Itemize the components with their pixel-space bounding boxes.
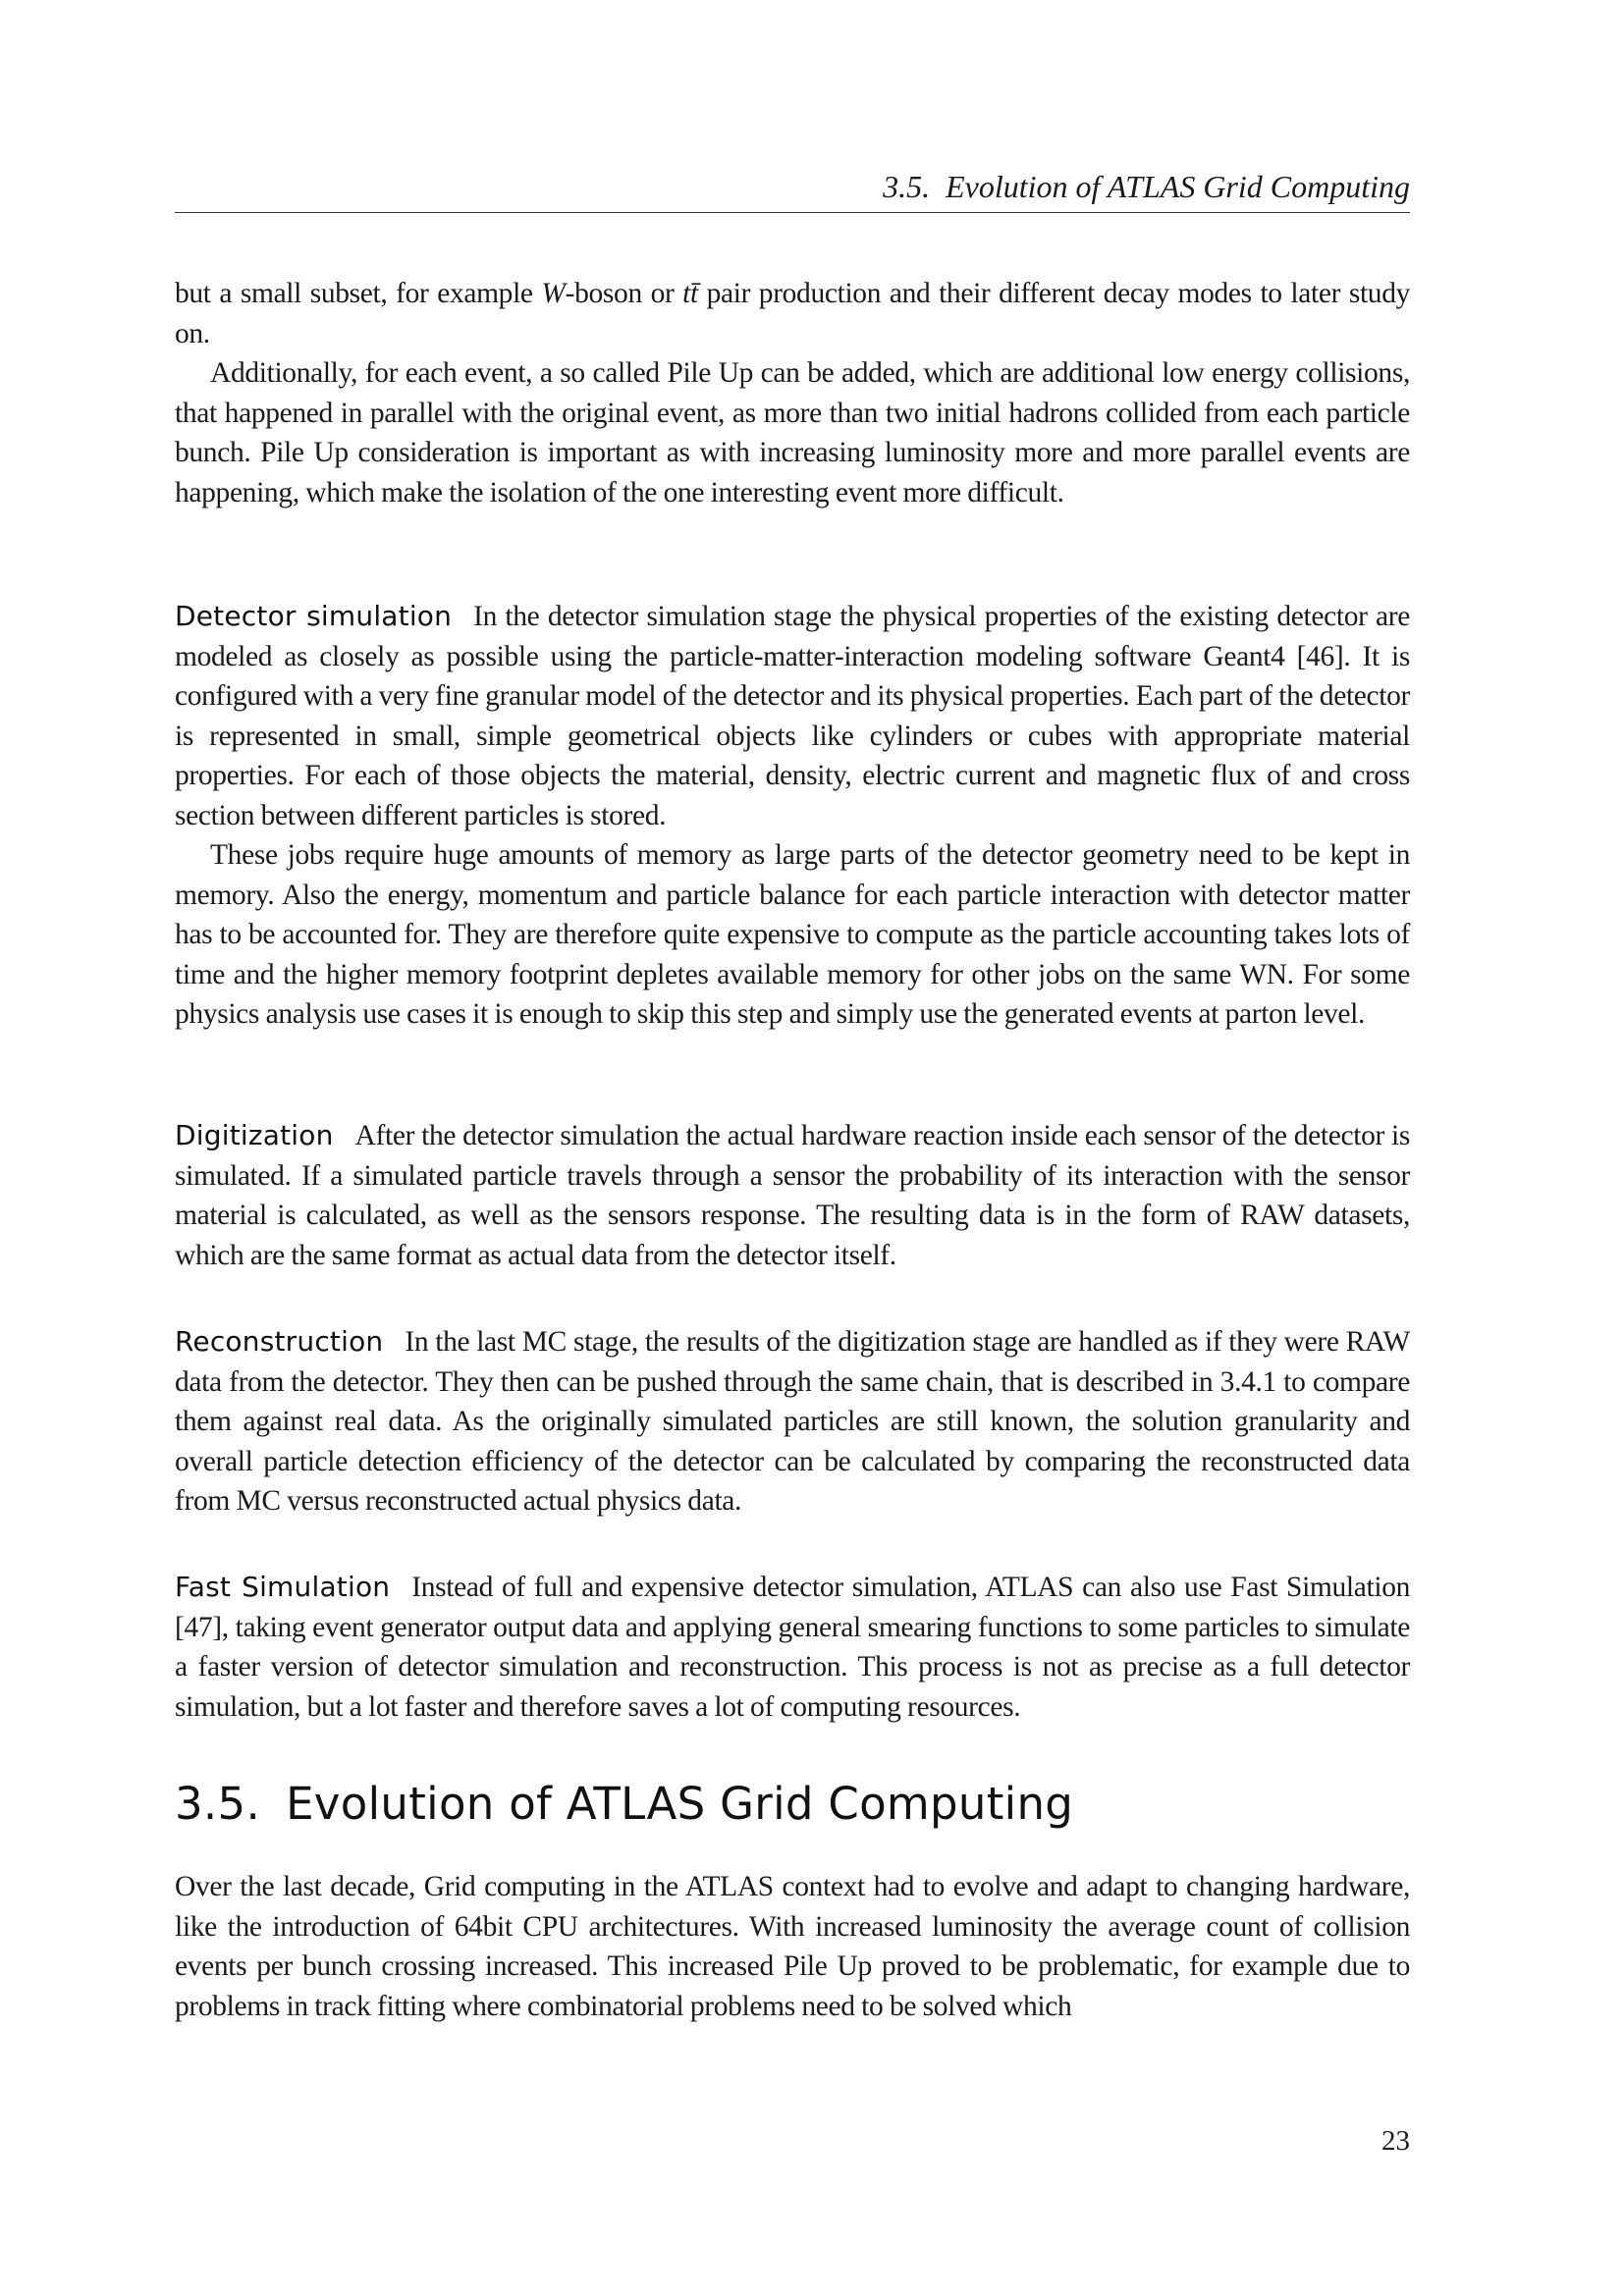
section-paragraph: Over the last decade, Grid computing in the ATLAS context had to evolve and adapt to changing hardware, like the introduction of 64bit CPU architectures. With increased luminosity the average count of collision events per bunch crossing increased. This increased Pile Up proved to be problematic, for example due to problems in track fitting where combinatorial problems need to be solved which <box>175 1871 1410 2022</box>
math-w: W <box>541 278 566 309</box>
section-number: 3.5. <box>175 1778 261 1830</box>
header-rule <box>175 212 1410 213</box>
paragraph-reconstruction <box>175 1322 1410 1522</box>
paragraph-digitization <box>175 1116 1410 1275</box>
math-ttbar: tt̄ <box>682 278 698 309</box>
paragraph-title: Detector simulation <box>175 600 453 632</box>
paragraph-title: Reconstruction <box>175 1325 384 1358</box>
section-title: Evolution of ATLAS Grid Computing <box>286 1778 1074 1830</box>
paragraph-text: After the detector simulation the actual hardware reaction inside each sensor of the detector is simulated. If a simulated particle travels through a sensor the probability of its interaction with the sensor material is calculated, as well as the sensors response. The resulting data is in the form of RAW datasets, which are the same format as actual data from the detector itself. <box>175 1120 1410 1271</box>
section-heading <box>175 1777 1410 1832</box>
running-head-number: 3.5. <box>883 169 931 204</box>
paragraph-text: In the detector simulation stage the physical properties of the existing detector are modeled as closely as possible using the particle-matter-interaction modeling software Geant4 [46]. It is configured with a very fine granular model of the detector and its physical properties. Each part of the detector is represented in small, simple geometrical objects like cylinders or cubes with appropriate material properties. For each of those objects the material, density, electric current and magnetic flux of and cross section between different particles is stored. <box>175 601 1410 831</box>
paragraph-title: Fast Simulation <box>175 1571 391 1603</box>
page-number: 23 <box>1381 2125 1410 2157</box>
paragraph-text: In the last MC stage, the results of the digitization stage are handled as if they were RAW data from the detector. They then can be pushed through the same chain, that is described in 3.4.1 to compare them against real data. As the originally simulated particles are still known, the solution granularity and overall particle detection efficiency of the detector can be calculated by comparing the reconstructed data from MC versus reconstructed actual physics data. <box>175 1326 1410 1517</box>
paragraph-text-continued: These jobs require huge amounts of memory as large parts of the detector geometry need to be kept in memory. Also the energy, momentum and particle balance for each particle interaction with detector matter has to be accounted for. They are therefore quite expensive to compute as the particle accounting takes lots of time and the higher memory footprint depletes available memory for other jobs on the same WN. For some physics analysis use cases it is enough to skip this step and simply use the generated events at parton level. <box>175 839 1410 1030</box>
running-head-title: Evolution of ATLAS Grid Computing <box>946 169 1410 204</box>
paragraph-fast-simulation <box>175 1568 1410 1727</box>
intro-paragraph-1: but a small subset, for example W-boson or tt̄ pair production and their different decay modes to later study on. <box>175 278 1410 349</box>
running-head <box>175 167 1410 206</box>
intro-paragraph-2: Additionally, for each event, a so called Pile Up can be added, which are additional low energy collisions, that happened in parallel with the original event, as more than two initial hadrons collided from each particle bunch. Pile Up consideration is important as with increasing luminosity more and more parallel events are happening, which make the isolation of the one interesting event more difficult. <box>175 357 1410 508</box>
paragraph-title: Digitization <box>175 1119 334 1151</box>
intro-block <box>175 274 1410 512</box>
paragraph-text: Instead of full and expensive detector simulation, ATLAS can also use Fast Simulation [47], taking event generator output data and applying general smearing functions to some particles to simulate a faster version of detector simulation and reconstruction. This process is not as precise as a full detector simulation, but a lot faster and therefore saves a lot of computing resources. <box>175 1572 1411 1723</box>
paragraph-detector-simulation <box>175 597 1410 1035</box>
section-3-5 <box>175 1777 1410 2026</box>
